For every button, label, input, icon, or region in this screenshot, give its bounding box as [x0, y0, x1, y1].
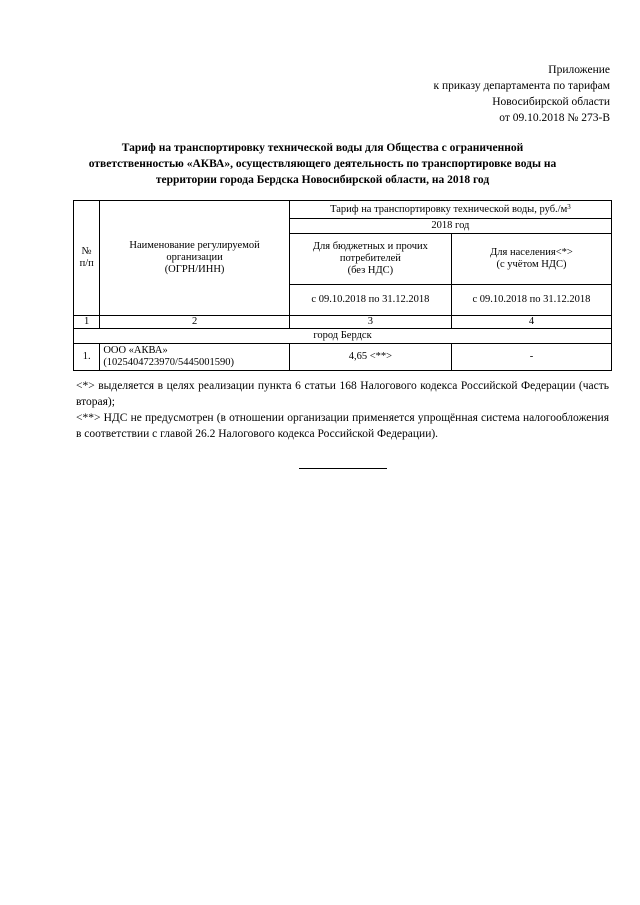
header-org-line-3: (ОГРН/ИНН)	[164, 264, 225, 275]
row-org-ids: (1025404723970/5445001590)	[103, 357, 234, 368]
column-index-row	[74, 316, 612, 329]
header-num-sublabel: п/п	[79, 258, 94, 269]
header-population-line-1: Для населения<*>	[490, 247, 573, 258]
header-budget-line-2: потребителей	[339, 253, 401, 264]
period-budget-cell: с 09.10.2018 по 31.12.2018	[289, 285, 451, 316]
column-index-1: 1	[74, 316, 100, 329]
header-population-line-2: (с учётом НДС)	[496, 259, 567, 270]
appendix-block	[433, 62, 610, 126]
closing-divider	[299, 468, 387, 469]
header-budget-cell	[289, 234, 451, 285]
header-row-1	[74, 201, 612, 219]
header-tariff-unit-sup: 3	[567, 202, 571, 211]
column-index-2: 2	[100, 316, 290, 329]
table-row	[74, 344, 612, 371]
appendix-line-2: к приказу департамента по тарифам	[433, 80, 610, 92]
row-org-name: ООО «АКВА»	[103, 345, 168, 356]
title-line-1: Тариф на транспортировку технической воды для Общества с ограниченной	[121, 142, 524, 154]
header-population-cell	[451, 234, 611, 285]
header-budget-line-1: Для бюджетных и прочих	[312, 241, 428, 252]
header-org-line-1: Наименование регулируемой	[129, 240, 260, 251]
city-cell: город Бердск	[74, 329, 612, 344]
header-num-label: №	[81, 246, 92, 257]
row-org-cell	[100, 344, 290, 371]
city-row	[74, 329, 612, 344]
footnote-2: <**> НДС не предусмотрен (в отношении организации применяется упрощённая система налогообложения в соответствии с главой 26.2 Налогового кодекса Российской Федерации).	[76, 412, 609, 440]
header-tariff-cell	[289, 201, 611, 219]
tariff-table	[73, 200, 612, 371]
row-num-cell: 1.	[74, 344, 100, 371]
header-year-cell: 2018 год	[289, 219, 611, 234]
appendix-line-4: от 09.10.2018 № 273-В	[499, 112, 610, 124]
column-index-3: 3	[289, 316, 451, 329]
appendix-line-3: Новосибирской области	[492, 96, 610, 108]
footnote-1: <*> выделяется в целях реализации пункта 6 статьи 168 Налогового кодекса Российской Федерации (часть вторая);	[76, 380, 609, 408]
document-title	[60, 140, 585, 188]
row-population-value: -	[451, 344, 611, 371]
header-tariff-label: Тариф на транспортировку технической воды, руб./м	[330, 203, 568, 215]
header-org-line-2: организации	[166, 252, 223, 263]
appendix-line-1: Приложение	[548, 64, 610, 76]
period-population-cell: с 09.10.2018 по 31.12.2018	[451, 285, 611, 316]
header-budget-line-3: (без НДС)	[347, 265, 394, 276]
footnotes	[76, 378, 609, 442]
column-index-4: 4	[451, 316, 611, 329]
row-budget-value: 4,65 <**>	[289, 344, 451, 371]
header-num-cell	[74, 201, 100, 316]
title-line-3: территории города Бердска Новосибирской области, на 2018 год	[155, 174, 490, 186]
title-line-2: ответственностью «АКВА», осуществляющего деятельность по транспортировке воды на	[88, 158, 557, 170]
header-org-cell	[100, 201, 290, 316]
